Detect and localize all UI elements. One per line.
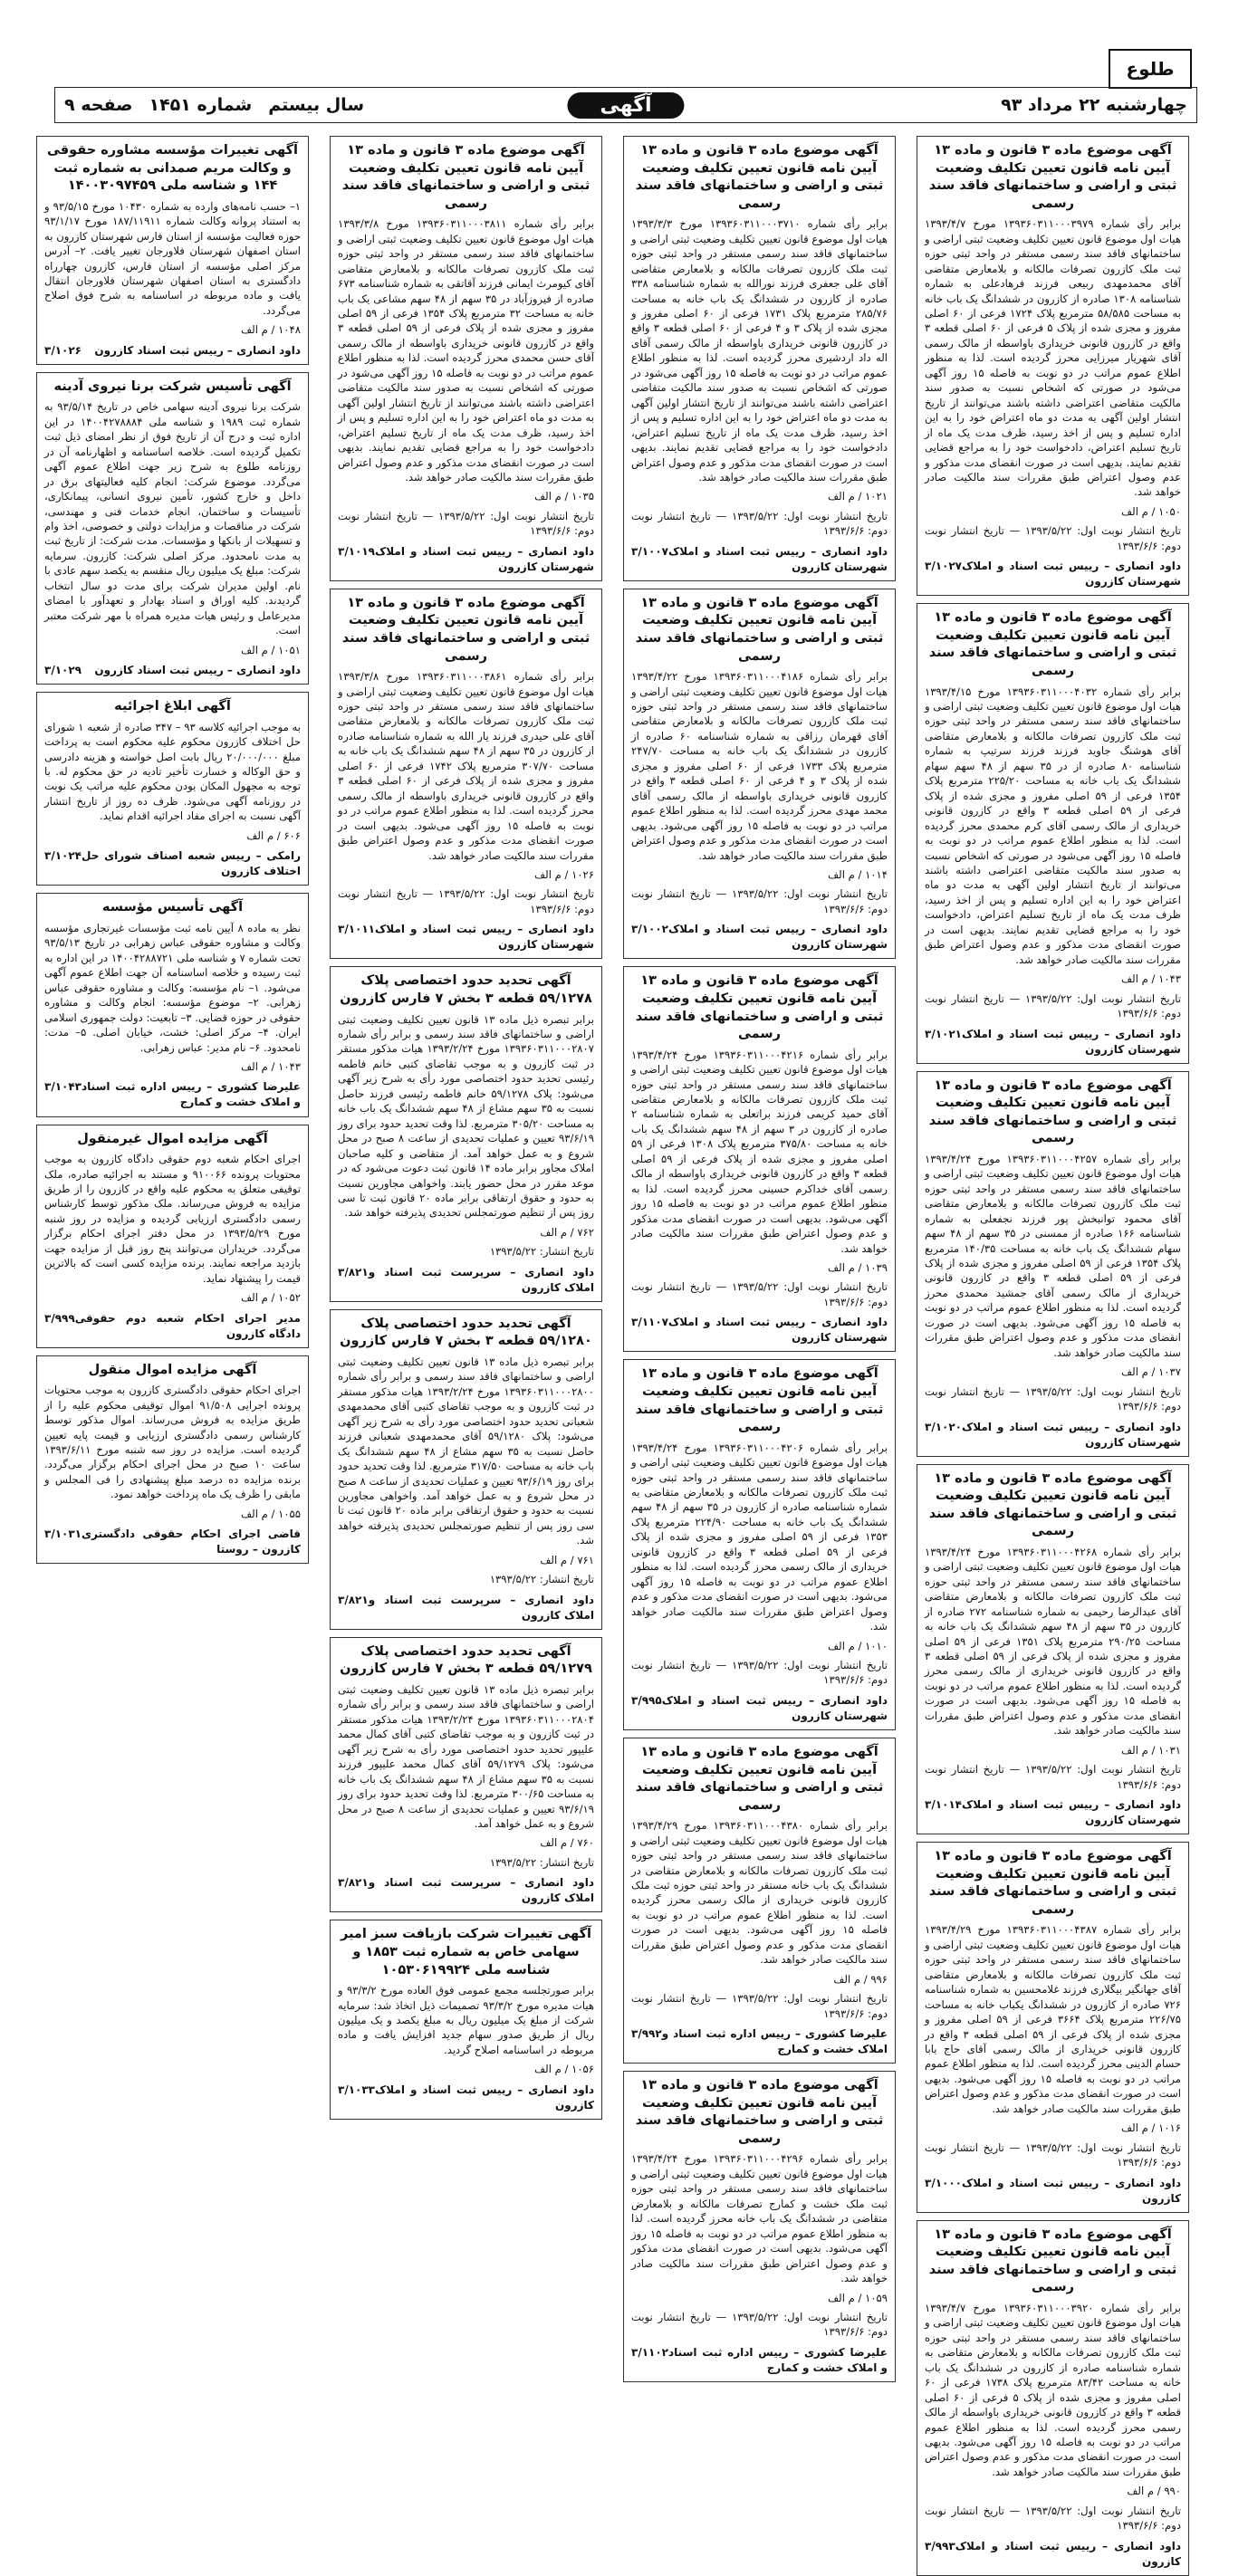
- ad-body: برابر رأی شماره ۱۳۹۳۶۰۳۱۱۰۰۰۴۲۶۸ مورخ ۱۳۹۳/۴/۲۴ هیات اول موضوع قانون تعیین تکلیف وضعیت ثبتی اراضی و ساختمانهای فاقد سند رسمی مستقر در واحد ثبتی حوزه ثبت ملک کازرون تصرفات مالکانه و بلامعارض متقاضی آقای عبدالرضا رحیمی به شماره شناسنامه ۲۷۲ صادره از کازرون در ۳۵ سهم از ۴۸ سهم ششدانگ یک باب خانه به مساحت ۲۹۰/۲۵ مترمربع پلاک ۱۳۵۱ فرعی از ۵۹ اصلی مفروز و مجزی شده از پلاک فرعی از ۵۹ اصلی قطعه ۳ واقع در کازرون قانونی خریداری از مالک رسمی محرز گردیده است. لذا به منظور اطلاع عموم مراتب در دو نوبت به فاصله ۱۵ روز آگهی می‌شود. بدیهی است در صورت انقضای مدت مذکور و عدم وصول اعتراض طبق مقررات سند مالکیت صادر خواهد شد.: [925, 1545, 1182, 1738]
- ad-reference: ۳/۱۰۲۶: [44, 343, 82, 357]
- ad-body: شرکت برنا نیروی آدینه سهامی خاص در تاریخ ۹۳/۵/۱۴ به شماره ثبت ۱۹۸۹ و شناسه ملی ۱۴۰۰۴۲۷۸۸۸۴ در این اداره ثبت و درج آن از تاریخ فوق از نظر امضای ذیل ثبت تکمیل گردیده است. خلاصه اساسنامه و اظهارنامه آن در روزنامه طلوع به شرح زیر جهت اطلاع عموم آگهی می‌گردد. موضوع شرکت: انجام کلیه فعالیتهای برق در داخل و خارج کشور، تأمین نیروی انسانی، پیمانکاری، تأسیسات و ساختمان، انجام خدمات فنی و مهندسی، شرکت در مناقصات و مزایدات دولتی و خصوصی، اخذ وام و تسهیلات از بانکها و مؤسسات. مدت شرکت: از تاریخ ثبت به مدت نامحدود. مرکز اصلی شرکت: کازرون. سرمایه شرکت: مبلغ یک میلیون ریال منقسم به یکصد سهم عادی با نام. اولین مدیران شرکت برای مدت دو سال انتخاب گردیدند. کلیه اوراق و اسناد بهادار و تعهدآور با امضای مدیرعامل و رئیس هیات مدیره همراه با مهر شرکت معتبر است.: [44, 400, 302, 637]
- ad-dates: تاریخ انتشار نوبت اول: ۱۳۹۳/۵/۲۲ — تاریخ انتشار نوبت دوم: ۱۳۹۳/۶/۶: [925, 1763, 1181, 1791]
- ad-code: ۱۰۳۵ / م الف: [534, 490, 594, 503]
- ad-reference: ۳/۸۲۱: [338, 1593, 369, 1606]
- ad-title: آگهی موضوع ماده ۳ قانون و ماده ۱۳ آیین نامه قانون تعیین تکلیف وضعیت ثبتی و اراضی و ساختمانهای فاقد سند رسمی: [341, 143, 590, 211]
- ad-code: ۱۰۳۱ / م الف: [1121, 1743, 1181, 1757]
- ad-footer: [44, 343, 301, 359]
- ad-dates: تاریخ انتشار نوبت اول: ۱۳۹۳/۵/۲۲ — تاریخ انتشار نوبت دوم: ۱۳۹۳/۶/۶: [925, 524, 1181, 552]
- ad-title: آگهی موضوع ماده ۳ قانون و ماده ۱۳ آیین نامه قانون تعیین تکلیف وضعیت ثبتی و اراضی و ساختمانهای فاقد سند رسمی: [635, 1744, 884, 1813]
- ad-body: نظر به ماده ۸ آیین نامه ثبت مؤسسات غیرتجاری مؤسسه وکالت و مشاوره حقوقی عباس زهرابی در تاریخ ۹۳/۵/۱۳ تحت شماره ۷ و شناسه ملی ۱۴۰۰۴۲۸۸۷۲۱ در این اداره به ثبت رسیده و خلاصه اساسنامه آن جهت اطلاع عموم آگهی می‌شود. ۱– نام مؤسسه: وکالت و مشاوره حقوقی عباس زهرابی. ۲– موضوع مؤسسه: انجام وکالت و مشاوره حقوقی در حوزه قضایی. ۳– تابعیت: دولت جمهوری اسلامی ایران. ۴– مرکز اصلی: خشت، خیابان اصلی. ۵– مدت: نامحدود. ۶– نام مدیر: عباس زهرابی.: [44, 921, 302, 1054]
- ad-notice: [623, 1738, 896, 2064]
- ad-dates: تاریخ انتشار نوبت اول: ۱۳۹۳/۵/۲۲ — تاریخ انتشار نوبت دوم: ۱۳۹۳/۶/۶: [631, 1992, 888, 2020]
- ad-reference: ۳/۱۰۲۹: [44, 664, 82, 677]
- ad-signature: علیرضا کشوری – رییس اداره ثبت اسناد و املاک خشت و کمارج: [668, 2345, 888, 2374]
- ad-signature: داود انصاری – رییس ثبت اسناد و املاک شهرستان کازرون: [375, 923, 594, 952]
- ad-code: ۷۶۱ / م الف: [540, 1553, 594, 1566]
- ad-title: آگهی مزایده اموال غیرمنقول: [77, 1131, 268, 1146]
- ad-notice: [330, 136, 602, 581]
- ad-body: برابر رأی شماره ۱۳۹۳۶۰۳۱۱۰۰۰۳۹۷۹ مورخ ۱۳۹۳/۴/۷ هیات اول موضوع قانون تعیین تکلیف وضعیت ثبتی اراضی و ساختمانهای فاقد سند رسمی مستقر در واحد ثبتی حوزه ثبت ملک کازرون تصرفات مالکانه و بلامعارض متقاضی آقای محمدمهدی ربیعی فرزند فرهادعلی به شماره شناسنامه ۱۳۰۸ صادره از کازرون در ششدانگ یک باب خانه به مساحت ۵۸/۵۸۵ مترمربع پلاک ۱۷۲۴ فرعی از ۶۰ اصلی مفروز و مجزی شده از پلاک ۵ فرعی از ۶۰ اصلی قطعه ۳ واقع در کازرون قانونی خریداری باواسطه از مالک رسمی آقای شهریار میرزایی محرز گردیده است. لذا به منظور اطلاع عموم مراتب در دو نوبت به فاصله ۱۵ روز آگهی می‌شود در صورتی که اشخاص نسبت به صدور سند مالکیت متقاضی اعتراضی داشته باشند می‌توانند از تاریخ انتشار اولین آگهی به مدت دو ماه اعتراض خود را به این اداره تسلیم و پس از اخذ رسید، ظرف مدت یک ماه از تاریخ تسلیم اعتراض، دادخواست خود را به مراجع قضایی تقدیم نمایند. بدیهی است در صورت انقضای مدت مذکور و عدم وصول اعتراض طبق مقررات سند مالکیت صادر خواهد شد.: [925, 217, 1181, 499]
- ad-code: ۱۰۴۸ / م الف: [241, 323, 301, 337]
- ad-signature: داود انصاری – رییس ثبت اسناد و املاک شهرستان کازرون: [962, 1027, 1181, 1056]
- ad-dates: تاریخ انتشار نوبت اول: ۱۳۹۳/۵/۲۲ — تاریخ انتشار نوبت دوم: ۱۳۹۳/۶/۶: [925, 2140, 1181, 2169]
- ad-reference: ۳/۱۰۲۷: [925, 560, 963, 573]
- ad-signature: داود انصاری – رییس ثبت اسناد و املاک شهرستان کازرون: [375, 544, 594, 573]
- ad-reference: ۳/۱۱۰۲: [631, 2345, 669, 2359]
- ad-title: آگهی موضوع ماده ۳ قانون و ماده ۱۳ آیین نامه قانون تعیین تکلیف وضعیت ثبتی و اراضی و ساختمانهای فاقد سند رسمی: [635, 1366, 884, 1435]
- ad-signature: داود انصاری – رییس ثبت اسناد و املاک کازرون: [955, 2539, 1181, 2568]
- ad-dates: تاریخ انتشار نوبت اول: ۱۳۹۳/۵/۲۲ — تاریخ انتشار نوبت دوم: ۱۳۹۳/۶/۶: [631, 887, 888, 915]
- ad-notice: [623, 966, 896, 1352]
- ad-footer: [44, 1079, 301, 1110]
- ad-body: برابر صورتجلسه مجمع عمومی فوق العاده مورخ ۹۳/۳/۲ و هیات مدیره مورخ ۹۳/۳/۲ تصمیمات ذیل اتخاذ شد: سرمایه شرکت از مبلغ یک میلیون ریال به مبلغ یکصد و یک میلیون ریال از طریق صدور سهام جدید افزایش یافت و ماده مربوطه در اساسنامه اصلاح گردید.: [338, 1984, 594, 2056]
- ad-title: آگهی تحدید حدود اختصاصی پلاک ۵۹/۱۲۷۸ قطعه ۳ بخش ۷ فارس کازرون: [340, 973, 592, 1006]
- ad-code: ۱۰۵۶ / م الف: [534, 2063, 594, 2076]
- header-left: [64, 95, 364, 115]
- ad-code: ۱۰۳۷ / م الف: [1121, 1365, 1181, 1379]
- ad-footer: [338, 1593, 594, 1623]
- ad-title: آگهی تأسیس شرکت برنا نیروی آدینه: [53, 378, 292, 394]
- ad-body: اجرای احکام شعبه دوم حقوقی دادگاه کازرون به موجب محتویات پرونده ۹۱۰۰۶۶ و مستند به اجرائیه صادره، ملک توقیفی متعلق به محکوم علیه واقع در کازرون را از طریق مزایده به فروش می‌رساند. ملک مذکور توسط کارشناس رسمی دادگستری ارزیابی گردیده و مزایده در روز شنبه مورخ ۱۳۹۳/۵/۲۹ در محل دفتر اجرای احکام برگزار می‌گردد. خریداران می‌توانند پنج روز قبل از مزایده جهت بازدید مراجعه نمایند. برنده مزایده کسی است که بالاترین قیمت را پیشنهاد نماید.: [44, 1153, 302, 1285]
- ad-dates: تاریخ انتشار نوبت اول: ۱۳۹۳/۵/۲۲ — تاریخ انتشار نوبت دوم: ۱۳۹۳/۶/۶: [925, 2504, 1181, 2533]
- ad-code: ۱۰۱۴ / م الف: [828, 867, 888, 881]
- ad-signature: مدیر اجرای احکام شعبه دوم حقوقی دادگاه کازرون: [74, 1311, 301, 1340]
- ad-code: ۱۰۱۰ / م الف: [828, 1639, 888, 1652]
- ad-code: ۱۰۵۰ / م الف: [1121, 504, 1181, 518]
- ad-signature: داود انصاری – رییس ثبت اسناد و املاک کازرون: [962, 2176, 1181, 2205]
- ad-reference: ۳/۱۰۰۷: [631, 544, 669, 558]
- header-date: چهارشنبه ۲۲ مرداد ۹۳: [1001, 95, 1187, 115]
- ad-signature: قاضی اجرای احکام حقوقی دادگستری کازرون – روستا: [82, 1527, 301, 1556]
- ad-body: اجرای احکام حقوقی دادگستری کازرون به موجب محتویات پرونده اجرایی ۹۱/۵۰۸ اموال توقیفی محکوم علیه را از طریق مزایده به فروش می‌رساند. اموال مذکور توسط کارشناس رسمی دادگستری ارزیابی و قیمت پایه تعیین گردیده است. مزایده در روز سه شنبه مورخ ۱۳۹۳/۶/۱۱ ساعت ۱۰ صبح در محل اجرای احکام برگزار می‌گردد. برنده مزایده ده درصد مبلغ پیشنهادی را فی المجلس و مابقی را ظرف یک ماه پرداخت خواهد نمود.: [44, 1384, 302, 1501]
- ad-signature: داود انصاری – سرپرست ثبت اسناد و املاک کازرون: [368, 1876, 594, 1905]
- ad-footer: [925, 1797, 1181, 1828]
- ad-notice: [36, 1125, 309, 1348]
- ad-signature: داود انصاری – رییس ثبت اسناد و املاک شهرستان کازرون: [962, 1798, 1181, 1827]
- ad-code: ۱۰۳۹ / م الف: [828, 1260, 888, 1274]
- ad-title: آگهی تأسیس مؤسسه: [101, 900, 244, 915]
- ad-notice: [917, 1464, 1189, 1835]
- ad-body: برابر رأی شماره ۱۳۹۳۶۰۳۱۱۰۰۰۴۳۸۷ مورخ ۱۳۹۳/۴/۲۹ هیات اول موضوع قانون تعیین تکلیف وضعیت ثبتی اراضی و ساختمانهای فاقد سند رسمی مستقر در واحد ثبتی حوزه ثبت ملک کازرون تصرفات مالکانه و بلامعارض متقاضی آقای جهانگیر بیگلاری فرزند غلامحسین به شماره شناسنامه ۷۲۶ صادره از کازرون در ششدانگ یکباب خانه به مساحت ۲۲۶/۷۵ مترمربع پلاک ۳۶۶۴ فرعی از ۵۹ اصلی مفروز و مجزی شده از پلاک فرعی از ۵۹ اصلی قطعه ۳ واقع در کازرون قانونی خریداری از مالک رسمی آقای حاج بابا حسام الدینی محرز گردیده است. لذا به منظور اطلاع عموم مراتب در دو نوبت به فاصله ۱۵ روز آگهی می‌شود. بدیهی است در صورت انقضای مدت مذکور و عدم وصول اعتراض طبق مقررات سند مالکیت صادر خواهد شد.: [925, 1923, 1181, 2115]
- ad-notice: [36, 136, 309, 365]
- ad-reference: ۳/۱۱۰۷: [631, 1316, 669, 1329]
- ad-notice: [330, 1309, 602, 1630]
- ad-body: برابر رأی شماره ۱۳۹۳۶۰۳۱۱۰۰۰۴۱۸۶ مورخ ۱۳۹۳/۴/۲۲ هیات اول موضوع قانون تعیین تکلیف وضعیت ثبتی اراضی و ساختمانهای فاقد سند رسمی مستقر در واحد ثبتی حوزه ثبت ملک کازرون تصرفات مالکانه و بلامعارض متقاضی آقای قهرمان رزاقی به شماره شناسنامه ۶۰ صادره از کازرون در ششدانگ یک باب خانه به مساحت ۲۴۷/۷۰ مترمربع پلاک ۱۷۳۳ فرعی از ۶۰ اصلی مفروز و مجزی شده از پلاک ۳ و ۴ فرعی از ۶۰ اصلی قطعه ۳ واقع در کازرون قانونی خریداری باواسطه از مالک رسمی آقای محمد مهدی محرز گردیده است. لذا به منظور اطلاع عموم مراتب در دو نوبت به فاصله ۱۵ روز آگهی می‌شود. بدیهی است در صورت انقضای مدت مذکور و عدم وصول اعتراض طبق مقررات سند مالکیت صادر خواهد شد.: [631, 670, 888, 862]
- ad-signature: داود انصاری – رییس ثبت اسناد و املاک شهرستان کازرون: [661, 1693, 888, 1722]
- ad-code: ۱۰۲۶ / م الف: [534, 867, 594, 881]
- ad-dates: تاریخ انتشار نوبت اول: ۱۳۹۳/۵/۲۲ — تاریخ انتشار نوبت دوم: ۱۳۹۳/۶/۶: [925, 991, 1181, 1020]
- ad-code: ۱۰۵۵ / م الف: [241, 1507, 301, 1520]
- ad-code: ۷۶۰ / م الف: [540, 1836, 594, 1850]
- ad-footer: [44, 848, 301, 879]
- ad-body: به موجب اجرائیه کلاسه ۹۳ – ۳۴۷ صادره از شعبه ۱ شورای حل اختلاف کازرون محکوم علیه محکوم است به پرداخت مبلغ ۲۰/۰۰۰/۰۰۰ ریال بابت اصل خواسته و هزینه دادرسی و حق الوکاله و خسارت تأخیر تادیه در حق محکوم له. با توجه به مجهول المکان بودن محکوم علیه مراتب یک نوبت در روزنامه آگهی می‌شود. ظرف ده روز از تاریخ انتشار آگهی نسبت به اجرای مفاد اجرائیه اقدام نماید.: [44, 720, 302, 823]
- ad-signature: داود انصاری – رییس ثبت اسناد کازرون: [94, 343, 301, 357]
- ad-title: آگهی تغییرات شرکت بازیافت سبز امیر سهامی خاص به شماره ثبت ۱۸۵۳ و شناسه ملی ۱۰۵۳۰۶۱۹۹۲۴: [340, 1927, 592, 1977]
- ad-body: برابر رأی شماره ۱۳۹۳۶۰۳۱۱۰۰۰۴۲۰۶ مورخ ۱۳۹۳/۴/۲۴ هیات اول موضوع قانون تعیین تکلیف وضعیت ثبتی اراضی و ساختمانهای فاقد سند رسمی مستقر در واحد ثبتی حوزه ثبت ملک کازرون تصرفات مالکانه و بلامعارض متقاضی به شماره شناسنامه صادره از کازرون در ۳۵ سهم از ۴۸ سهم ششدانگ یک باب خانه به مساحت ۲۲۴/۹۰ مترمربع پلاک ۱۳۵۳ فرعی از ۵۹ اصلی مفروز و مجزی شده از پلاک فرعی از ۵۹ اصلی قطعه ۳ واقع در کازرون قانونی خریداری از مالک رسمی محرز گردیده است. لذا به منظور اطلاع عموم مراتب در دو نوبت به فاصله ۱۵ روز آگهی می‌شود. بدیهی است در صورت انقضای مدت مذکور و عدم وصول اعتراض طبق مقررات سند مالکیت صادر خواهد شد.: [631, 1441, 888, 1633]
- ad-reference: ۳/۹۹۲: [631, 2027, 662, 2041]
- header-issue: شماره ۱۴۵۱: [149, 95, 253, 115]
- ad-footer: [631, 2026, 888, 2057]
- ad-reference: ۳/۱۰۱۴: [925, 1798, 963, 1812]
- ad-footer: [338, 1875, 594, 1906]
- ad-reference: ۳/۹۹۳: [925, 2539, 955, 2552]
- newspaper-logo: طلوع: [1109, 49, 1192, 89]
- section-title: آگهی: [567, 92, 684, 119]
- ad-body: برابر رأی شماره ۱۳۹۳۶۰۳۱۱۰۰۰۴۰۳۲ مورخ ۱۳۹۳/۴/۱۵ هیات اول موضوع قانون تعیین تکلیف وضعیت ثبتی اراضی و ساختمانهای فاقد سند رسمی مستقر در واحد ثبتی حوزه ثبت ملک کازرون تصرفات مالکانه و بلامعارض متقاضی آقای هوشنگ جاوید فرزند فرزند سرتیپ به شماره شناسنامه ۸۰ صادره از در ۳۵ سهم از ۴۸ سهم سهام ششدانگ یک باب خانه به مساحت ۲۲۵/۲۰ مترمربع پلاک ۱۳۵۴ فرعی از ۵۹ اصلی مفروز و مجزی شده از پلاک فرعی از ۵۹ اصلی قطعه ۳ واقع در کازرون قانونی خریداری از مالک رسمی آقای کرم محمدی محرز گردیده است. لذا به منظور اطلاع عموم مراتب در دو نوبت به فاصله ۱۵ روز آگهی می‌شود در صورتی که اشخاص نسبت به صدور سند مالکیت متقاضی اعتراضی داشته باشند می‌توانند از تاریخ انتشار اولین آگهی به مدت دو ماه اعتراض خود را به این اداره تسلیم و پس از اخذ رسید، ظرف مدت یک ماه از تاریخ تسلیم اعتراض، دادخواست خود را به مراجع قضایی تقدیم نمایند. بدیهی است در صورت انقضای مدت مذکور و عدم وصول اعتراض طبق مقررات سند مالکیت صادر خواهد شد.: [925, 685, 1181, 966]
- ad-signature: داود انصاری – رییس ثبت اسناد و املاک شهرستان کازرون: [668, 544, 888, 573]
- ad-code: ۹۹۶ / م الف: [833, 1972, 888, 1986]
- ad-notice: [917, 603, 1189, 1063]
- ad-notice: [917, 136, 1189, 596]
- ad-notice: [330, 1637, 602, 1913]
- ad-signature: علیرضا کشوری – رییس اداره ثبت اسناد و املاک خشت و کمارج: [661, 2027, 888, 2056]
- ad-body: برابر رأی شماره ۱۳۹۳۶۰۳۱۱۰۰۰۴۲۵۷ مورخ ۱۳۹۳/۴/۲۴ هیات اول موضوع قانون تعیین تکلیف وضعیت ثبتی اراضی و ساختمانهای فاقد سند رسمی مستقر در واحد ثبتی حوزه ثبت ملک کازرون تصرفات مالکانه و بلامعارض متقاضی آقای محمود توانبخش پور فرزند نجفعلی به شماره شناسنامه ۱۶۶ صادره از ممسنی در ۳۵ سهم از ۴۸ سهم سهام ششدانگ یک باب خانه به مساحت ۱۴۰/۳۵ مترمربع پلاک ۱۳۵۴ فرعی از ۵۹ اصلی مفروز و مجزی شده از پلاک فرعی از ۵۹ اصلی قطعه ۳ واقع در کازرون قانونی خریداری از مالک رسمی آقای جمشید محمدی محرز گردیده است. لذا به منظور اطلاع عموم مراتب در دو نوبت به فاصله ۱۵ روز آگهی می‌شود. بدیهی است در صورت انقضای مدت مذکور و عدم وصول اعتراض طبق مقررات سند مالکیت صادر خواهد شد.: [925, 1152, 1182, 1359]
- ad-body: برابر رأی شماره ۱۳۹۳۶۰۳۱۱۰۰۰۳۸۱۱ مورخ ۱۳۹۳/۳/۸ هیات اول موضوع قانون تعیین تکلیف وضعیت ثبتی اراضی و ساختمانهای فاقد سند رسمی مستقر در واحد ثبتی حوزه ثبت ملک کازرون تصرفات مالکانه و بلامعارض متقاضی آقای کیومرث ایمانی فرزند آقاتقی به شماره شناسنامه ۶۷۳ صادره از فیروزآباد در ۳۵ سهم از ۴۸ سهم مشاعی یک باب خانه به مساحت ۳۲ مترمربع پلاک ۱۳۵۴ فرعی از ۵۹ اصلی مفروز و مجزی شده از پلاک فرعی از ۵۹ اصلی قطعه ۳ واقع در کازرون قانونی خریداری باواسطه از مالک رسمی آقای حسن محمدی محرز گردیده است. لذا به منظور اطلاع عموم مراتب در دو نوبت به فاصله ۱۵ روز آگهی می‌شود در صورتی که اشخاص نسبت به صدور سند مالکیت متقاضی اعتراضی داشته باشند می‌توانند از تاریخ انتشار اولین آگهی به مدت دو ماه اعتراض خود را به این اداره تسلیم و پس از اخذ رسید، ظرف مدت یک ماه از تاریخ تسلیم اعتراض، دادخواست خود را به مراجع قضایی تقدیم نمایند. بدیهی است در صورت انقضای مدت مذکور و عدم وصول اعتراض طبق مقررات سند مالکیت صادر خواهد شد.: [338, 217, 594, 484]
- ad-code: ۱۰۲۱ / م الف: [828, 490, 888, 503]
- ad-footer: [925, 2176, 1181, 2207]
- ad-title: آگهی موضوع ماده ۳ قانون و ماده ۱۳ آیین نامه قانون تعیین تکلیف وضعیت ثبتی و اراضی و ساختمانهای فاقد سند رسمی: [928, 1077, 1177, 1146]
- ad-code: ۱۰۵۹ / م الف: [828, 2291, 888, 2304]
- ad-dates: تاریخ انتشار: ۱۳۹۳/۵/۲۲: [489, 1573, 594, 1586]
- ad-signature: داود انصاری – رییس ثبت اسناد و املاک شهرستان کازرون: [668, 923, 888, 952]
- ad-reference: ۳/۱۰۴۳: [44, 1080, 82, 1094]
- ad-title: آگهی موضوع ماده ۳ قانون و ماده ۱۳ آیین نامه قانون تعیین تکلیف وضعیت ثبتی و اراضی و ساختمانهای فاقد سند رسمی: [635, 143, 884, 211]
- ad-title: آگهی موضوع ماده ۳ قانون و ماده ۱۳ آیین نامه قانون تعیین تکلیف وضعیت ثبتی و اراضی و ساختمانهای فاقد سند رسمی: [341, 595, 590, 664]
- ad-title: آگهی ابلاغ اجرائیه: [114, 699, 231, 714]
- ad-body: برابر رأی شماره ۱۳۹۳۶۰۳۱۱۰۰۰۴۲۹۶ مورخ ۱۳۹۳/۴/۲۴ هیات اول موضوع قانون تعیین تکلیف وضعیت ثبتی اراضی و ساختمانهای فاقد سند رسمی مستقر در واحد ثبتی حوزه ثبت ملک خشت و کمارج تصرفات مالکانه و بلامعارض متقاضی در ششدانگ یک باب خانه محرز گردیده است. لذا به منظور اطلاع عموم مراتب در دو نوبت به فاصله ۱۵ روز آگهی می‌شود. بدیهی است در صورت انقضای مدت مذکور و عدم وصول اعتراض طبق مقررات سند مالکیت صادر خواهد شد.: [631, 2152, 888, 2285]
- ad-footer: [631, 922, 888, 953]
- ad-reference: ۳/۱۰۳۳: [338, 2083, 376, 2096]
- ad-signature: رامکی – رییس شعبه اصناف شورای حل اختلاف کازرون: [82, 849, 301, 878]
- ad-notice: [330, 1920, 602, 2119]
- ad-code: ۶۰۶ / م الف: [246, 828, 301, 842]
- ad-code: ۱۰۱۶ / م الف: [1121, 2121, 1181, 2135]
- ad-dates: تاریخ انتشار: ۱۳۹۳/۵/۲۲: [489, 1855, 594, 1869]
- ad-notice: [36, 692, 309, 886]
- ad-body: برابر رأی شماره ۱۳۹۳۶۰۳۱۱۰۰۰۴۳۸۰ مورخ ۱۳۹۳/۴/۲۹ هیات اول موضوع قانون تعیین تکلیف وضعیت ثبتی اراضی و ساختمانهای فاقد سند رسمی مستقر در واحد ثبتی حوزه ثبت ملک کازرون تصرفات مالکانه و بلامعارض متقاضی در ششدانگ یک باب خانه مستقر در واحد ثبتی حوزه ثبت ملک کازرون قانونی خریداری از مالک رسمی محرز گردیده است. لذا به منظور اطلاع عموم مراتب در دو نوبت به فاصله ۱۵ روز آگهی می‌شود. بدیهی است در صورت انقضای مدت مذکور و عدم وصول اعتراض طبق مقررات سند مالکیت صادر خواهد شد.: [631, 1819, 888, 1967]
- ad-footer: [44, 663, 301, 678]
- ad-reference: ۳/۱۰۲۰: [925, 1420, 963, 1433]
- ad-dates: تاریخ انتشار نوبت اول: ۱۳۹۳/۵/۲۲ — تاریخ انتشار نوبت دوم: ۱۳۹۳/۶/۶: [631, 1280, 888, 1308]
- ad-title: آگهی موضوع ماده ۳ قانون و ماده ۱۳ آیین نامه قانون تعیین تکلیف وضعیت ثبتی و اراضی و ساختمانهای فاقد سند رسمی: [635, 2078, 884, 2146]
- ad-footer: [338, 1265, 594, 1296]
- ad-footer: [338, 544, 594, 575]
- ad-footer: [338, 922, 594, 953]
- header-right: [1001, 95, 1187, 115]
- ad-title: آگهی تحدید حدود اختصاصی پلاک ۵۹/۱۲۸۰ قطعه ۳ بخش ۷ فارس کازرون: [340, 1316, 592, 1349]
- ad-title: آگهی تحدید حدود اختصاصی پلاک ۵۹/۱۲۷۹ قطعه ۳ بخش ۷ فارس کازرون: [340, 1643, 592, 1677]
- ad-code: ۷۶۲ / م الف: [540, 1225, 594, 1239]
- ad-reference: ۳/۱۰۲۴: [44, 849, 82, 863]
- ad-code: ۱۰۴۳ / م الف: [241, 1059, 301, 1073]
- ad-notice: [330, 589, 602, 960]
- ad-body: برابر رأی شماره ۱۳۹۳۶۰۳۱۱۰۰۰۳۷۱۰ مورخ ۱۳۹۳/۳/۳ هیات اول موضوع قانون تعیین تکلیف وضعیت ثبتی اراضی و ساختمانهای فاقد سند رسمی مستقر در واحد ثبتی حوزه ثبت ملک کازرون تصرفات مالکانه و بلامعارض متقاضی آقای علی جعفری فرزند نورالله به شماره شناسنامه ۳۳۸ صادره از کازرون در ششدانگ یک باب خانه به مساحت ۲۸۵/۷۶ مترمربع پلاک ۱۷۳۱ فرعی از ۶۰ اصلی مفروز و مجزی شده از پلاک ۳ و ۴ فرعی از ۶۰ اصلی قطعه ۳ واقع در کازرون قانونی خریداری باواسطه از مالک رسمی آقای اله داد اردشیری محرز گردیده است. لذا به منظور اطلاع عموم مراتب در دو نوبت به فاصله ۱۵ روز آگهی می‌شود در صورتی که اشخاص نسبت به صدور سند مالکیت متقاضی اعتراضی داشته باشند می‌توانند از تاریخ انتشار اولین آگهی به مدت دو ماه اعتراض خود را به این اداره تسلیم و پس از اخذ رسید، ظرف مدت یک ماه از تاریخ تسلیم اعتراض، دادخواست خود را به مراجع قضایی تقدیم نمایند. بدیهی است در صورت انقضای مدت مذکور و عدم وصول اعتراض طبق مقررات سند مالکیت صادر خواهد شد.: [631, 217, 888, 484]
- ad-footer: [925, 2539, 1181, 2570]
- ad-footer: [338, 2083, 594, 2113]
- ad-footer: [631, 1693, 888, 1724]
- ad-footer: [631, 2345, 888, 2376]
- ad-footer: [631, 544, 888, 575]
- ad-reference: ۳/۱۰۰۲: [631, 923, 669, 936]
- ad-dates: تاریخ انتشار نوبت اول: ۱۳۹۳/۵/۲۲ — تاریخ انتشار نوبت دوم: ۱۳۹۳/۶/۶: [338, 509, 594, 538]
- ad-notice: [917, 2220, 1189, 2576]
- ad-notice: [917, 1071, 1189, 1457]
- ad-footer: [925, 1420, 1181, 1451]
- ad-title: آگهی مزایده اموال منقول: [88, 1362, 257, 1377]
- ad-signature: داود انصاری – رییس ثبت اسناد کازرون: [94, 664, 301, 677]
- ad-column: [917, 136, 1189, 2568]
- ad-notice: [623, 136, 896, 581]
- page-header: [54, 87, 1197, 123]
- ad-footer: [44, 1527, 301, 1557]
- ad-notice: [330, 966, 602, 1301]
- ad-code: ۱۰۵۱ / م الف: [241, 643, 301, 656]
- ad-footer: [44, 1311, 301, 1342]
- ad-code: ۱۰۵۲ / م الف: [241, 1291, 301, 1305]
- ad-dates: تاریخ انتشار: ۱۳۹۳/۵/۲۲: [489, 1245, 594, 1259]
- ad-column: [330, 136, 602, 2112]
- ad-title: آگهی موضوع ماده ۳ قانون و ماده ۱۳ آیین نامه قانون تعیین تکلیف وضعیت ثبتی و اراضی و ساختمانهای فاقد سند رسمی: [928, 2226, 1177, 2295]
- ad-footer: [631, 1315, 888, 1345]
- header-page-number: صفحه ۹: [64, 95, 133, 115]
- ad-reference: ۳/۸۲۱: [338, 1265, 369, 1278]
- ad-signature: داود انصاری – رییس ثبت اسناد و املاک شهرستان کازرون: [962, 1420, 1181, 1449]
- ad-signature: داود انصاری – رییس ثبت اسناد و املاک شهرستان کازرون: [668, 1316, 888, 1345]
- ad-signature: داود انصاری – رییس ثبت اسناد و املاک شهرستان کازرون: [962, 560, 1181, 589]
- ad-title: آگهی موضوع ماده ۳ قانون و ماده ۱۳ آیین نامه قانون تعیین تکلیف وضعیت ثبتی و اراضی و ساختمانهای فاقد سند رسمی: [635, 595, 884, 664]
- ad-footer: [925, 1027, 1181, 1058]
- ad-reference: ۳/۱۰۰۰: [925, 2176, 963, 2189]
- ad-title: آگهی تغییرات مؤسسه مشاوره حقوقی و وکالت مریم صمدانی به شماره ثبت ۱۴۴ و شناسه ملی ۱۴۰۰۳۰۹۷۴۵۹: [47, 143, 298, 194]
- ad-dates: تاریخ انتشار نوبت اول: ۱۳۹۳/۵/۲۲ — تاریخ انتشار نوبت دوم: ۱۳۹۳/۶/۶: [925, 1384, 1181, 1413]
- ad-dates: تاریخ انتشار نوبت اول: ۱۳۹۳/۵/۲۲ — تاریخ انتشار نوبت دوم: ۱۳۹۳/۶/۶: [338, 887, 594, 915]
- ad-dates: تاریخ انتشار نوبت اول: ۱۳۹۳/۵/۲۲ — تاریخ انتشار نوبت دوم: ۱۳۹۳/۶/۶: [631, 1659, 888, 1687]
- ad-reference: ۳/۱۰۱۹: [338, 544, 376, 558]
- ad-body: برابر تبصره ذیل ماده ۱۳ قانون تعیین تکلیف وضعیت ثبتی اراضی و ساختمانهای فاقد سند رسمی و برابر رأی شماره ۱۳۹۳۶۰۳۱۱۰۰۰۲۸۰۷ مورخ ۱۳۹۳/۲/۲۴ هیات مذکور مستقر در ثبت کازرون و به موجب تقاضای کتبی خانم فاطمه رئیسی تحدید حدود اختصاصی مورد رأی به شرح زیر آگهی می‌شود: پلاک ۵۹/۱۲۷۸ خانم فاطمه رئیسی فرزند حاصل نسبت به ۳۵ سهم مشاع از ۴۸ سهم ششدانگ یک باب خانه به مساحت ۳۰۵/۲۰ مترمربع. لذا وقت تحدید حدود برای روز ۹۳/۶/۱۹ تعیین و عملیات تحدیدی از ساعت ۸ صبح در محل شروع و به عمل خواهد آمد. از متقاضی و کلیه صاحبان املاک مجاور برابر ماده ۱۴ قانون ثبت دعوت می‌شود که در موعد مقرر در محل حضور یابند. واخواهی مجاورین نسبت به حدود و حقوق ارتفاقی برابر ماده ۲۰ قانون ثبت تا سی روز پس از تنظیم صورتمجلس تحدیدی پذیرفته خواهد شد.: [338, 1012, 595, 1220]
- ad-notice: [623, 2071, 896, 2382]
- ad-title: آگهی موضوع ماده ۳ قانون و ماده ۱۳ آیین نامه قانون تعیین تکلیف وضعیت ثبتی و اراضی و ساختمانهای فاقد سند رسمی: [928, 610, 1177, 678]
- ad-signature: داود انصاری – سرپرست ثبت اسناد و املاک کازرون: [368, 1265, 594, 1294]
- ad-column: [623, 136, 896, 2374]
- ad-notice: [36, 893, 309, 1116]
- ad-body: برابر رأی شماره ۱۳۹۳۶۰۳۱۱۰۰۰۳۸۶۱ مورخ ۱۳۹۳/۳/۸ هیات اول موضوع قانون تعیین تکلیف وضعیت ثبتی اراضی و ساختمانهای فاقد سند رسمی مستقر در واحد ثبتی حوزه ثبت ملک کازرون تصرفات مالکانه و بلامعارض متقاضی آقای علی حیدری فرزند یار الله به شماره شناسنامه صادره از کازرون در ۳۵ سهم از ۴۸ سهم ششدانگ یک باب خانه به مساحت ۳۰۷/۷۰ مترمربع پلاک ۱۷۴۲ فرعی از ۶۰ اصلی مفروز و مجزی شده از پلاک فرعی از ۶۰ اصلی قطعه ۳ واقع در کازرون قانونی خریداری باواسطه از مالک رسمی محرز گردیده است. لذا به منظور اطلاع عموم مراتب در دو نوبت به فاصله ۱۵ روز آگهی می‌شود. بدیهی است در صورت انقضای مدت مذکور و عدم وصول اعتراض طبق مقررات سند مالکیت صادر خواهد شد.: [338, 670, 594, 862]
- ad-body: برابر رأی شماره ۱۳۹۳۶۰۳۱۱۰۰۰۳۹۲۰ مورخ ۱۳۹۳/۴/۷ هیات اول موضوع قانون تعیین تکلیف وضعیت ثبتی اراضی و ساختمانهای فاقد سند رسمی مستقر در واحد ثبتی حوزه ثبت ملک کازرون تصرفات مالکانه و بلامعارض متقاضی به شماره شناسنامه صادره از کازرون در ششدانگ یک باب خانه به مساحت ۸۳/۴۲ مترمربع پلاک ۱۷۳۸ فرعی از ۶۰ اصلی مفروز و مجزی شده از پلاک ۵ فرعی از ۶۰ اصلی قطعه ۳ واقع در کازرون قانونی خریداری باواسطه از مالک رسمی محرز گردیده است. لذا به منظور اطلاع عموم مراتب در دو نوبت به فاصله ۱۵ روز آگهی می‌شود. بدیهی است در صورت انقضای مدت مذکور و عدم وصول اعتراض طبق مقررات سند مالکیت صادر خواهد شد.: [925, 2301, 1181, 2478]
- ad-notice: [623, 1359, 896, 1730]
- ad-footer: [925, 559, 1181, 589]
- ad-code: ۹۹۰ / م الف: [1127, 2485, 1181, 2498]
- header-center: [567, 88, 684, 122]
- ad-title: آگهی موضوع ماده ۳ قانون و ماده ۱۳ آیین نامه قانون تعیین تکلیف وضعیت ثبتی و اراضی و ساختمانهای فاقد سند رسمی: [635, 973, 884, 1042]
- ad-reference: ۳/۹۹۹: [44, 1311, 75, 1325]
- ad-reference: ۳/۱۰۳۱: [44, 1527, 82, 1541]
- ad-body: برابر تبصره ذیل ماده ۱۳ قانون تعیین تکلیف وضعیت ثبتی اراضی و ساختمانهای فاقد سند رسمی و برابر رأی شماره ۱۳۹۳۶۰۳۱۱۰۰۰۲۸۰۴ مورخ ۱۳۹۳/۲/۲۴ هیات مذکور مستقر در ثبت کازرون و به موجب تقاضای کتبی آقای کمال محمد علیپور تحدید حدود اختصاصی مورد رأی به شرح زیر آگهی می‌شود: پلاک ۵۹/۱۲۷۹ آقای کمال محمد علیپور فرزند نسبت به ۳۵ سهم مشاع از ۴۸ سهم ششدانگ یک باب خانه به مساحت ۳۰۰/۶۵ مترمربع. لذا وقت تحدید حدود برای روز ۹۳/۶/۱۹ تعیین و عملیات تحدیدی از ساعت ۸ صبح در محل شروع و به عمل خواهد آمد.: [338, 1682, 594, 1831]
- ad-body: ۱– حسب نامه‌های وارده به شماره ۱۰۴۳۰ مورخ ۹۳/۵/۱۵ و به استناد پروانه وکالت شماره ۱۸۷/۱۱۹۱۱ مورخ ۹۳/۱/۱۷ حوزه فعالیت مؤسسه از استان فارس شهرستان کازرون به استان اصفهان شهرستان فلاورجان تغییر یافت. ۲– آدرس مرکز اصلی مؤسسه از استان فارس، کازرون چهارراه دادگستری به استان اصفهان شهرستان فلاورجان انتقال یافت و ماده مربوطه در اساسنامه به شرح فوق اصلاح می‌گردد.: [44, 199, 301, 317]
- ad-notice: [36, 372, 309, 685]
- ad-notice: [917, 1842, 1189, 2213]
- ad-dates: تاریخ انتشار نوبت اول: ۱۳۹۳/۵/۲۲ — تاریخ انتشار نوبت دوم: ۱۳۹۳/۶/۶: [631, 509, 888, 538]
- header-year: سال بیستم: [268, 95, 365, 115]
- ad-reference: ۳/۸۲۱: [338, 1876, 369, 1890]
- ad-reference: ۳/۱۰۲۱: [925, 1027, 963, 1040]
- ad-body: برابر رأی شماره ۱۳۹۳۶۰۳۱۱۰۰۰۴۲۱۶ مورخ ۱۳۹۳/۴/۲۴ هیات اول موضوع قانون تعیین تکلیف وضعیت ثبتی اراضی و ساختمانهای فاقد سند رسمی مستقر در واحد ثبتی حوزه ثبت ملک کازرون تصرفات مالکانه و بلامعارض متقاضی آقای حمید کریمی فرزند براتعلی به شماره شناسنامه ۲ صادره از کازرون در ۳ سهم از ۴۸ سهم ششدانگ یک باب خانه به مساحت ۳۷۵/۸۰ مترمربع پلاک ۱۳۰۸ فرعی از ۵۹ اصلی مفروز و مجزی شده از پلاک فرعی از ۵۹ اصلی قطعه ۳ واقع در کازرون قانونی خریداری باواسطه از مالک رسمی آقای خداکرم حسینی محرز گردیده است. لذا به منظور اطلاع عموم مراتب در دو نوبت به فاصله ۱۵ روز آگهی می‌شود. بدیهی است در صورت انقضای مدت مذکور و عدم وصول اعتراض طبق مقررات سند مالکیت صادر خواهد شد.: [631, 1048, 888, 1255]
- ad-reference: ۳/۱۰۱۱: [338, 923, 376, 936]
- ad-notice: [623, 589, 896, 960]
- ad-title: آگهی موضوع ماده ۳ قانون و ماده ۱۳ آیین نامه قانون تعیین تکلیف وضعیت ثبتی و اراضی و ساختمانهای فاقد سند رسمی: [928, 143, 1177, 211]
- ad-signature: داود انصاری – رییس ثبت اسناد و املاک کازرون: [375, 2083, 594, 2112]
- ad-signature: علیرضا کشوری – رییس اداره ثبت اسناد و املاک خشت و کمارج: [82, 1080, 301, 1109]
- ad-notice: [36, 1355, 309, 1565]
- ad-signature: داود انصاری – سرپرست ثبت اسناد و املاک کازرون: [368, 1593, 594, 1622]
- ad-title: آگهی موضوع ماده ۳ قانون و ماده ۱۳ آیین نامه قانون تعیین تکلیف وضعیت ثبتی و اراضی و ساختمانهای فاقد سند رسمی: [928, 1470, 1177, 1539]
- ad-title: آگهی موضوع ماده ۳ قانون و ماده ۱۳ آیین نامه قانون تعیین تکلیف وضعیت ثبتی و اراضی و ساختمانهای فاقد سند رسمی: [928, 1849, 1177, 1917]
- ad-reference: ۳/۹۹۵: [631, 1693, 662, 1707]
- ad-code: ۱۰۴۳ / م الف: [1121, 972, 1181, 986]
- ad-dates: تاریخ انتشار نوبت اول: ۱۳۹۳/۵/۲۲ — تاریخ انتشار نوبت دوم: ۱۳۹۳/۶/۶: [631, 2310, 888, 2339]
- ad-column: [36, 136, 309, 1748]
- ad-body: برابر تبصره ذیل ماده ۱۳ قانون تعیین تکلیف وضعیت ثبتی اراضی و ساختمانهای فاقد سند رسمی و برابر رأی شماره ۱۳۹۳۶۰۳۱۱۰۰۰۲۸۰۰ مورخ ۱۳۹۳/۲/۲۴ هیات مذکور مستقر در ثبت کازرون و به موجب تقاضای کتبی آقای محمدمهدی شعبانی تحدید حدود اختصاصی مورد رأی به شرح زیر آگهی می‌شود: پلاک ۵۹/۱۲۸۰ آقای محمدمهدی شعبانی فرزند حاصل نسبت به ۳۵ سهم مشاع از ۴۸ سهم ششدانگ یک باب خانه به مساحت ۳۱۷/۵۰ مترمربع. لذا وقت تحدید حدود برای روز ۹۳/۶/۱۹ تعیین و عملیات تحدیدی از ساعت ۸ صبح در محل شروع و به عمل خواهد آمد. واخواهی مجاورین نسبت به حدود و حقوق ارتفاقی برابر ماده ۲۰ قانون ثبت تا سی روز پس از تنظیم صورتمجلس تحدیدی پذیرفته خواهد شد.: [338, 1355, 595, 1547]
